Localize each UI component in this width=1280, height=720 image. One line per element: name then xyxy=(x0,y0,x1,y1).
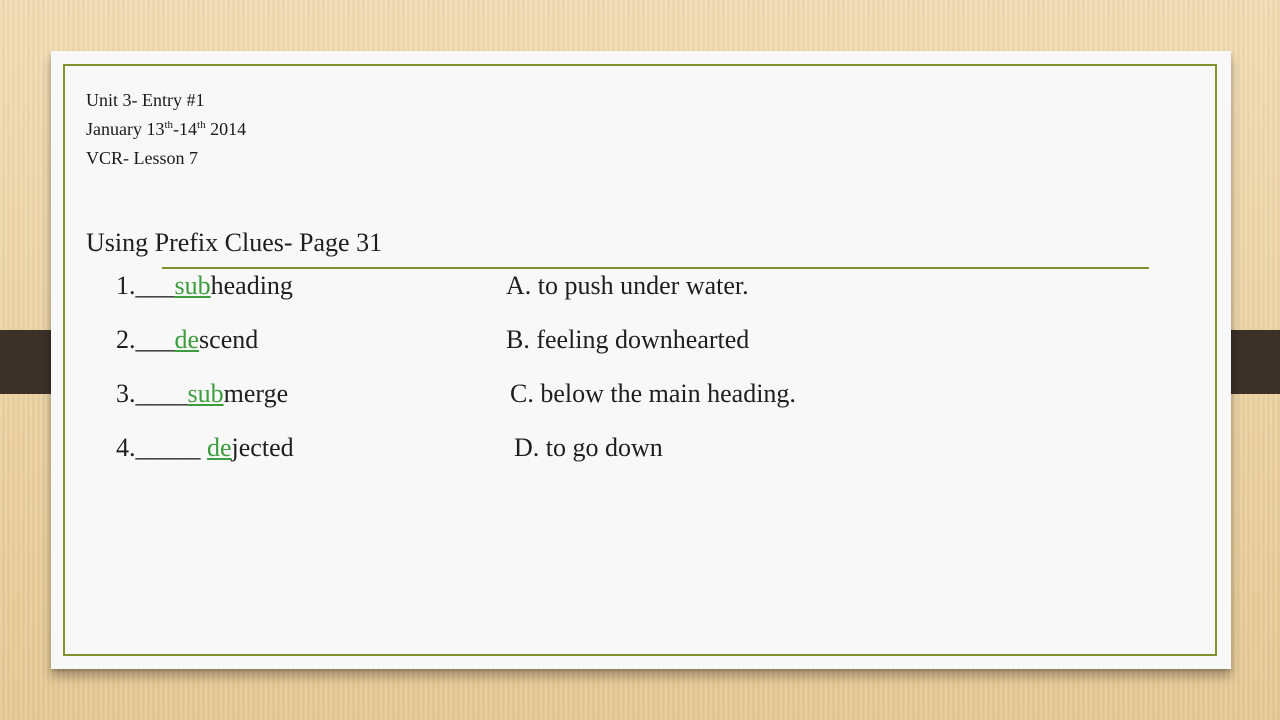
definition-b: B. feeling downhearted xyxy=(506,325,750,354)
word-item-1 xyxy=(116,271,293,301)
date-part-1: January 13 xyxy=(86,119,165,139)
lesson-line: VCR- Lesson 7 xyxy=(86,148,198,168)
definition-c: C. below the main heading. xyxy=(510,379,796,408)
definition-a: A. to push under water. xyxy=(506,271,749,300)
date-part-2: -14 xyxy=(173,119,198,139)
item-blank: 1.___ xyxy=(116,271,175,300)
word-item-2 xyxy=(116,325,258,355)
item-blank: 4._____ xyxy=(116,433,207,462)
item-prefix[interactable]: de xyxy=(207,433,232,462)
item-word-rest: scend xyxy=(199,325,259,354)
word-item-4 xyxy=(116,433,294,463)
unit-entry-line: Unit 3- Entry #1 xyxy=(86,90,205,110)
item-prefix[interactable]: sub xyxy=(187,379,224,408)
word-item-3 xyxy=(116,379,288,409)
item-prefix[interactable]: de xyxy=(174,325,200,354)
slide-frame xyxy=(63,64,1217,656)
slide-heading: Using Prefix Clues- Page 31 xyxy=(86,228,383,257)
date-part-3: 2014 xyxy=(205,119,247,139)
date-superscript-2: th xyxy=(197,119,206,131)
entry-info xyxy=(86,86,246,173)
slide-card xyxy=(51,51,1231,669)
heading-underline xyxy=(162,267,1149,269)
item-word-rest: merge xyxy=(223,379,289,408)
date-line xyxy=(86,115,246,144)
item-word-rest: jected xyxy=(231,433,294,462)
item-blank: 2.___ xyxy=(116,325,175,354)
definition-d: D. to go down xyxy=(514,433,663,462)
item-blank: 3.____ xyxy=(116,379,188,408)
date-superscript-1: th xyxy=(164,119,174,131)
item-word-rest: heading xyxy=(210,271,293,300)
item-prefix[interactable]: sub xyxy=(174,271,211,300)
